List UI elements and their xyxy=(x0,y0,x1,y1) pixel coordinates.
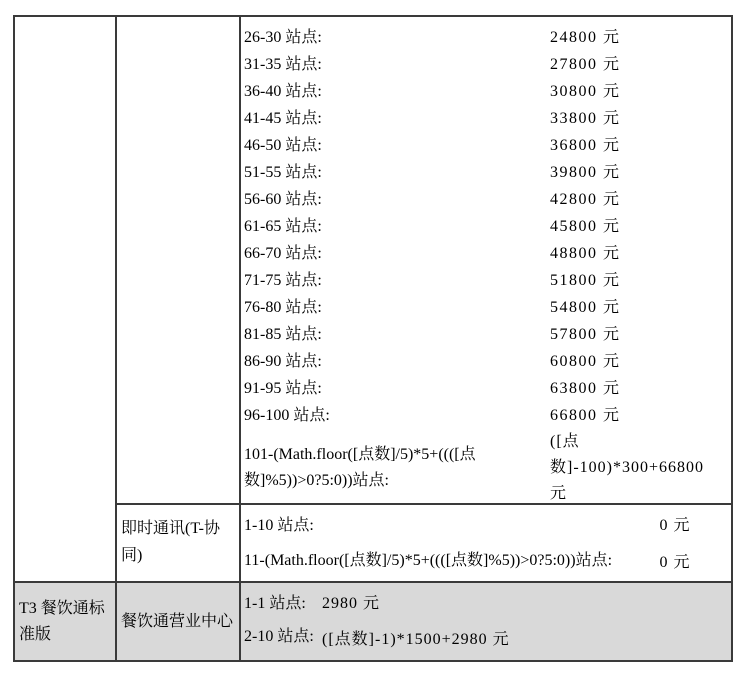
tier-price: 2980 元 xyxy=(322,595,381,612)
tier-price: 57800 元 xyxy=(550,326,621,343)
product-cell-t3 xyxy=(15,583,117,660)
tier-row xyxy=(244,400,729,427)
tier-label: 66-70 站点: xyxy=(244,245,322,262)
tier-price: 63800 元 xyxy=(550,380,621,397)
tier-row xyxy=(244,265,729,292)
tier-price: 48800 元 xyxy=(550,245,621,262)
tier-label: 41-45 站点: xyxy=(244,110,322,127)
product-cell-empty xyxy=(15,17,117,583)
tier-row xyxy=(244,49,729,76)
module-label-catering: 餐饮通营业中心 xyxy=(121,612,234,630)
tier-row xyxy=(244,103,729,130)
module-label-im: 即时通讯(T-协同) xyxy=(121,520,220,564)
tier-price: 33800 元 xyxy=(550,110,621,127)
tier-row-formula xyxy=(244,537,729,583)
tier-row xyxy=(244,238,729,265)
tier-price: 30800 元 xyxy=(550,83,621,100)
tier-row xyxy=(244,319,729,346)
im-tier-cell xyxy=(241,505,731,583)
tier-price: 0 元 xyxy=(659,553,691,571)
tier-label: 36-40 站点: xyxy=(244,83,322,100)
tier-label: 1-1 站点: xyxy=(244,595,306,612)
tier-row xyxy=(244,510,729,537)
tier-row xyxy=(244,184,729,211)
tier-label: 61-65 站点: xyxy=(244,218,322,235)
tier-list-cell xyxy=(241,17,731,505)
tier-price: 45800 元 xyxy=(550,218,621,235)
pricing-table xyxy=(13,15,733,662)
tier-formula-price: ([点数]-100)*300+66800 元 xyxy=(550,433,705,502)
tier-label: 31-35 站点: xyxy=(244,56,322,73)
tier-row xyxy=(244,373,729,400)
tier-row xyxy=(244,292,729,319)
module-cell-im xyxy=(117,505,241,583)
tier-label: 91-95 站点: xyxy=(244,380,322,397)
tier-label: 96-100 站点: xyxy=(244,407,330,424)
tier-row xyxy=(244,589,729,614)
tier-formula-label: 11-(Math.floor([点数]/5)*5+((([点数]%5))>0?5:0))站点: xyxy=(244,551,613,569)
tier-price: 66800 元 xyxy=(550,407,621,424)
tier-label: 81-85 站点: xyxy=(244,326,322,343)
t3-tier-cell xyxy=(241,583,731,660)
tier-label: 26-30 站点: xyxy=(244,29,322,46)
tier-label: 46-50 站点: xyxy=(244,137,322,154)
tier-label: 56-60 站点: xyxy=(244,191,322,208)
tier-label: 1-10 站点: xyxy=(244,517,314,534)
tier-price: 24800 元 xyxy=(550,29,621,46)
tier-label: 86-90 站点: xyxy=(244,353,322,370)
tier-price: 36800 元 xyxy=(550,137,621,154)
tier-row-formula xyxy=(244,614,729,660)
module-cell-empty xyxy=(117,17,241,505)
tier-formula-price: ([点数]-1)*1500+2980 元 xyxy=(322,630,510,648)
tier-price: 54800 元 xyxy=(550,299,621,316)
tier-row xyxy=(244,211,729,238)
tier-row xyxy=(244,157,729,184)
tier-price: 60800 元 xyxy=(550,353,621,370)
tier-price: 39800 元 xyxy=(550,164,621,181)
tier-price: 0 元 xyxy=(659,517,691,534)
tier-label: 76-80 站点: xyxy=(244,299,322,316)
tier-row xyxy=(244,22,729,49)
tier-row xyxy=(244,130,729,157)
tier-price: 42800 元 xyxy=(550,191,621,208)
tier-label: 2-10 站点: xyxy=(244,628,314,645)
tier-label: 71-75 站点: xyxy=(244,272,322,289)
tier-row xyxy=(244,76,729,103)
module-cell-catering xyxy=(117,583,241,660)
product-label-t3: T3 餐饮通标准版 xyxy=(19,599,105,643)
tier-label: 51-55 站点: xyxy=(244,164,322,181)
tier-row xyxy=(244,346,729,373)
tier-price: 27800 元 xyxy=(550,56,621,73)
tier-formula-label: 101-(Math.floor([点数]/5)*5+((([点数]%5))>0?5:0))站点: xyxy=(244,446,476,489)
tier-row-formula xyxy=(244,429,729,505)
tier-price: 51800 元 xyxy=(550,272,621,289)
